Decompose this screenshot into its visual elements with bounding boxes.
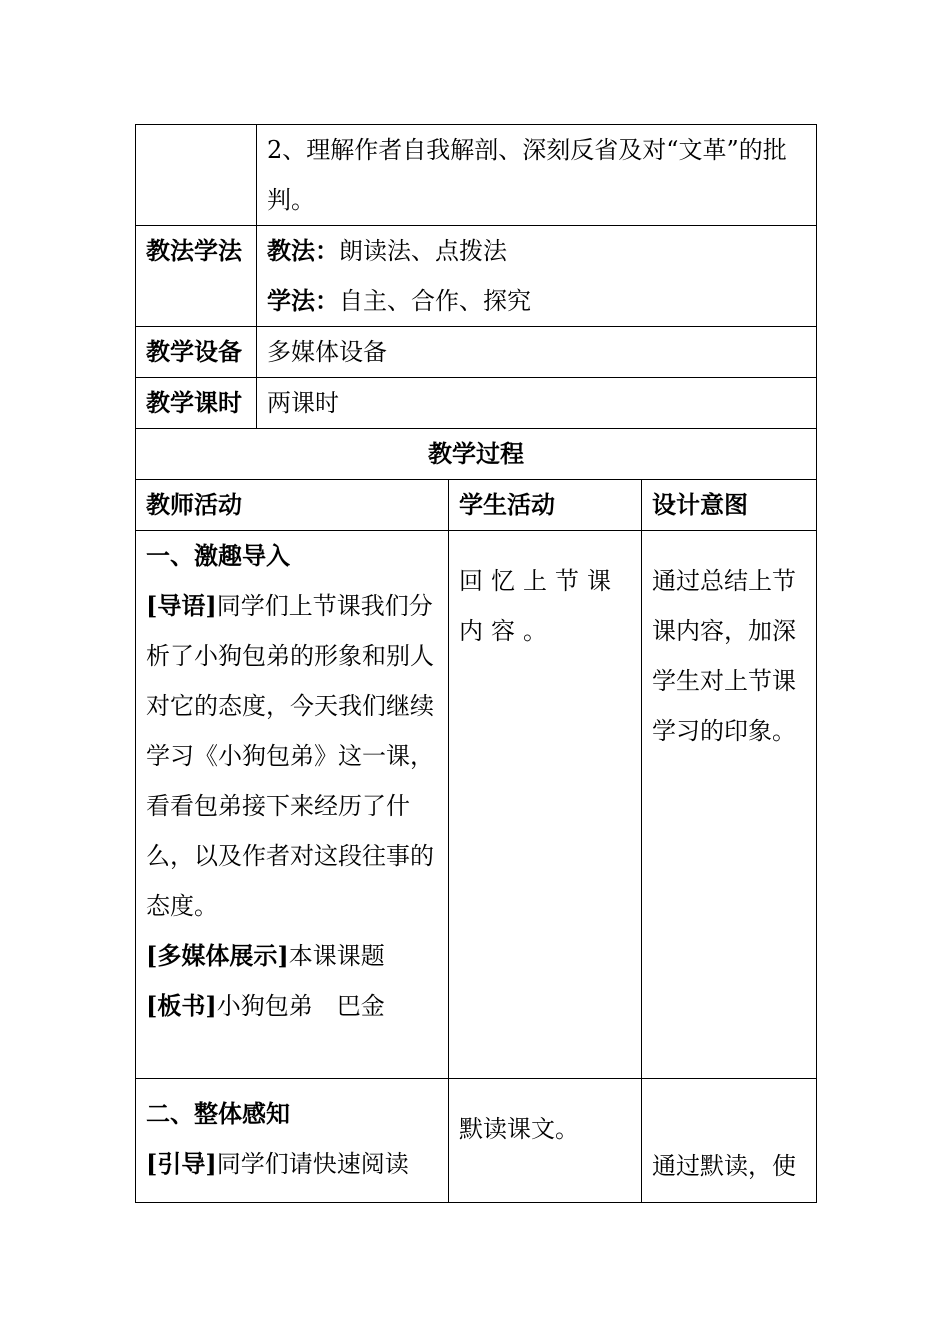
methods-row <box>136 226 817 327</box>
intro-text: 同学们上节课我们分析了小狗包弟的形象和别人对它的态度，今天我们继续学习《小狗包弟》这一课，看看包弟接下来经历了什么，以及作者对这段往事的态度。 <box>146 592 434 920</box>
teach-method-value: 朗读法、点拨法 <box>339 237 507 265</box>
goal-cell <box>257 125 817 226</box>
section2-design-cell <box>642 1079 817 1203</box>
section1-row <box>136 531 817 1079</box>
intro-tag: [导语] <box>146 591 217 620</box>
equipment-value: 多媒体设备 <box>257 327 817 378</box>
board-tag: [板书] <box>146 991 217 1020</box>
hours-row <box>136 378 817 429</box>
process-title-row <box>136 429 817 480</box>
board-text: 小狗包弟 巴金 <box>216 992 385 1020</box>
student-column-header: 学生活动 <box>449 480 642 531</box>
guide-tag: [引导] <box>146 1149 217 1178</box>
methods-label: 教法学法 <box>136 226 257 327</box>
section2-title: 二、整体感知 <box>146 1099 290 1128</box>
goal-row <box>136 125 817 226</box>
equipment-label: 教学设备 <box>136 327 257 378</box>
guide-text: 同学们请快速阅读 <box>216 1150 409 1178</box>
goal-2-text: 2、理解作者自我解剖、深刻反省及对“文革”的批判。 <box>267 136 787 214</box>
section1-student-cell <box>449 531 642 1079</box>
lesson-plan-table <box>135 124 817 1203</box>
section1-design-text: 通过总结上节课内容，加深学生对上节课学习的印象。 <box>652 567 796 745</box>
section2-design-text: 通过默读，使 <box>652 1152 796 1180</box>
teach-method-label: 教法： <box>267 236 339 265</box>
section1-design-cell <box>642 531 817 1079</box>
media-tag: [多媒体展示] <box>146 941 289 970</box>
process-title: 教学过程 <box>136 429 817 480</box>
teacher-column-header: 教师活动 <box>136 480 449 531</box>
equipment-row <box>136 327 817 378</box>
column-header-row <box>136 480 817 531</box>
design-column-header: 设计意图 <box>642 480 817 531</box>
learn-method-label: 学法： <box>267 286 339 315</box>
section1-student-text: 回忆上节课内容。 <box>459 567 619 645</box>
hours-label: 教学课时 <box>136 378 257 429</box>
media-text: 本课课题 <box>288 942 385 970</box>
methods-cell <box>257 226 817 327</box>
goal-label-cell <box>136 125 257 226</box>
section2-student-text: 默读课文。 <box>459 1115 579 1143</box>
section1-title: 一、激趣导入 <box>146 541 290 570</box>
learn-method-value: 自主、合作、探究 <box>339 287 531 315</box>
section1-teacher-cell <box>136 531 449 1079</box>
hours-value: 两课时 <box>257 378 817 429</box>
section2-row <box>136 1079 817 1203</box>
section2-teacher-cell <box>136 1079 449 1203</box>
section2-student-cell <box>449 1079 642 1203</box>
